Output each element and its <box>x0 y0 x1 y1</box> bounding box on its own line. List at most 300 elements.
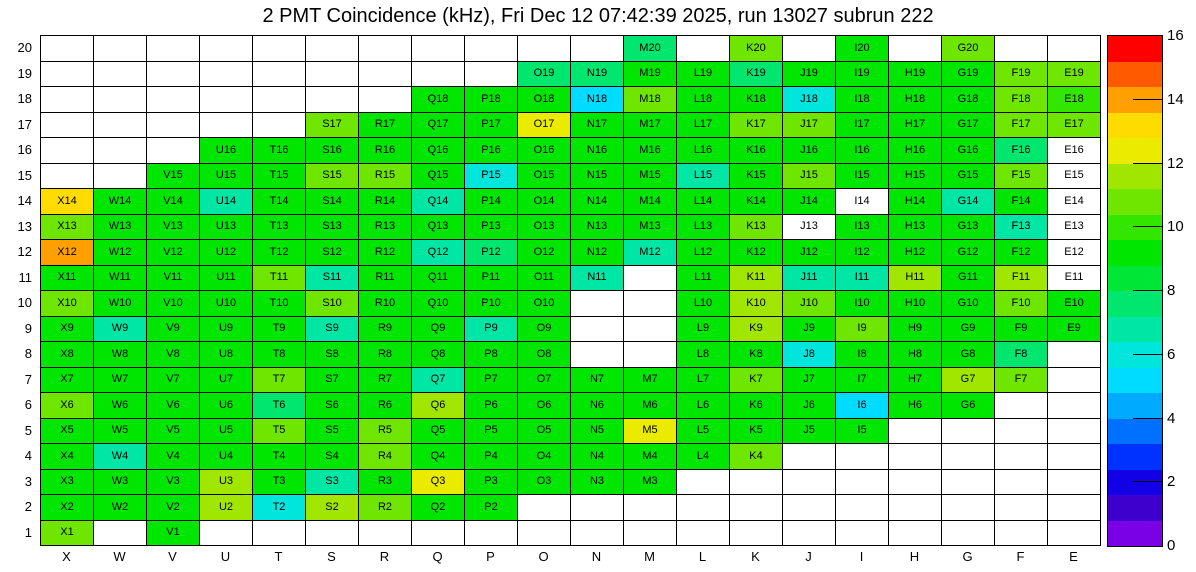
y-axis-label-20: 20 <box>17 40 32 55</box>
heatmap-cell-U19 <box>200 62 253 88</box>
heatmap-cell-O13: O13 <box>518 215 571 241</box>
heatmap-cell-U15: U15 <box>200 164 253 190</box>
heatmap-cell-J17: J17 <box>783 113 836 139</box>
heatmap-cell-U13: U13 <box>200 215 253 241</box>
heatmap-cell-X9: X9 <box>41 317 94 343</box>
heatmap-cell-U18 <box>200 87 253 113</box>
y-axis-label-2: 2 <box>24 499 32 514</box>
heatmap-cell-X1: X1 <box>41 521 94 547</box>
heatmap-cell-G18: G18 <box>942 87 995 113</box>
heatmap-cell-E19: E19 <box>1048 62 1101 88</box>
colorbar-band <box>1108 291 1162 317</box>
heatmap-cell-I12: I12 <box>836 240 889 266</box>
x-axis-label-S: S <box>327 549 336 564</box>
heatmap-cell-S20 <box>306 36 359 62</box>
heatmap-cell-F20 <box>995 36 1048 62</box>
heatmap-cell-F14: F14 <box>995 189 1048 215</box>
heatmap-cell-J16: J16 <box>783 138 836 164</box>
heatmap-cell-U10: U10 <box>200 291 253 317</box>
heatmap-cell-L20 <box>677 36 730 62</box>
heatmap-cell-J14: J14 <box>783 189 836 215</box>
heatmap-cell-S2: S2 <box>306 495 359 521</box>
y-axis-label-6: 6 <box>24 397 32 412</box>
heatmap-cell-U7: U7 <box>200 368 253 394</box>
heatmap-cell-P11: P11 <box>465 266 518 292</box>
heatmap-cell-M8 <box>624 342 677 368</box>
heatmap-cell-F11: F11 <box>995 266 1048 292</box>
colorbar-band <box>1108 317 1162 343</box>
heatmap-cell-F7: F7 <box>995 368 1048 394</box>
heatmap-cell-F12: F12 <box>995 240 1048 266</box>
heatmap-cell-H5 <box>889 419 942 445</box>
heatmap-cell-O15: O15 <box>518 164 571 190</box>
heatmap-cell-W2: W2 <box>94 495 147 521</box>
heatmap-cell-F19: F19 <box>995 62 1048 88</box>
heatmap-cell-K16: K16 <box>730 138 783 164</box>
heatmap-cell-G13: G13 <box>942 215 995 241</box>
heatmap-cell-E16: E16 <box>1048 138 1101 164</box>
heatmap-cell-I15: I15 <box>836 164 889 190</box>
heatmap-cell-E3 <box>1048 470 1101 496</box>
heatmap-cell-E12: E12 <box>1048 240 1101 266</box>
heatmap-cell-S11: S11 <box>306 266 359 292</box>
x-axis-label-G: G <box>962 549 973 564</box>
heatmap-cell-M2 <box>624 495 677 521</box>
heatmap-cell-S9: S9 <box>306 317 359 343</box>
heatmap-cell-M12: M12 <box>624 240 677 266</box>
heatmap-cell-V17 <box>147 113 200 139</box>
x-axis-label-M: M <box>644 549 655 564</box>
heatmap-cell-X18 <box>41 87 94 113</box>
heatmap-cell-Q13: Q13 <box>412 215 465 241</box>
heatmap-cell-T2: T2 <box>253 495 306 521</box>
heatmap-cell-R7: R7 <box>359 368 412 394</box>
heatmap-cell-S17: S17 <box>306 113 359 139</box>
heatmap-cell-G7: G7 <box>942 368 995 394</box>
heatmap-cell-P6: P6 <box>465 393 518 419</box>
colorbar-tick-label-16: 16 <box>1167 27 1184 44</box>
heatmap-cell-G8: G8 <box>942 342 995 368</box>
heatmap-cell-K7: K7 <box>730 368 783 394</box>
heatmap-cell-X7: X7 <box>41 368 94 394</box>
heatmap-cell-L2 <box>677 495 730 521</box>
y-axis-label-17: 17 <box>17 116 32 132</box>
heatmap-cell-L4: L4 <box>677 444 730 470</box>
heatmap-cell-Q16: Q16 <box>412 138 465 164</box>
heatmap-cell-M3: M3 <box>624 470 677 496</box>
heatmap-cell-R17: R17 <box>359 113 412 139</box>
heatmap-cell-V20 <box>147 36 200 62</box>
heatmap-cell-F4 <box>995 444 1048 470</box>
heatmap-cell-N20 <box>571 36 624 62</box>
colorbar-band <box>1108 87 1162 113</box>
heatmap-cell-U8: U8 <box>200 342 253 368</box>
colorbar-band <box>1108 240 1162 266</box>
heatmap-cell-V13: V13 <box>147 215 200 241</box>
colorbar-band <box>1108 444 1162 470</box>
heatmap-cell-H18: H18 <box>889 87 942 113</box>
heatmap-cell-Q7: Q7 <box>412 368 465 394</box>
y-axis-label-9: 9 <box>24 320 32 336</box>
heatmap-cell-M10 <box>624 291 677 317</box>
heatmap-cell-T16: T16 <box>253 138 306 164</box>
heatmap-cell-J13: J13 <box>783 215 836 241</box>
heatmap-cell-O16: O16 <box>518 138 571 164</box>
heatmap-cell-W9: W9 <box>94 317 147 343</box>
heatmap-cell-O6: O6 <box>518 393 571 419</box>
heatmap-cell-T18 <box>253 87 306 113</box>
colorbar-tick <box>1133 226 1162 227</box>
heatmap-cell-S7: S7 <box>306 368 359 394</box>
heatmap-cell-F2 <box>995 495 1048 521</box>
heatmap-cell-O4: O4 <box>518 444 571 470</box>
x-axis-label-X: X <box>62 549 71 564</box>
colorbar-tick <box>1133 99 1162 100</box>
heatmap-cell-E1 <box>1048 521 1101 547</box>
heatmap-cell-H20 <box>889 36 942 62</box>
heatmap-cell-L1 <box>677 521 730 547</box>
heatmap-cell-I9: I9 <box>836 317 889 343</box>
heatmap-cell-M15: M15 <box>624 164 677 190</box>
heatmap-cell-X5: X5 <box>41 419 94 445</box>
heatmap-cell-J12: J12 <box>783 240 836 266</box>
heatmap-cell-P9: P9 <box>465 317 518 343</box>
heatmap-cell-Q18: Q18 <box>412 87 465 113</box>
heatmap-cell-E17: E17 <box>1048 113 1101 139</box>
heatmap-cell-X19 <box>41 62 94 88</box>
heatmap-cell-J2 <box>783 495 836 521</box>
colorbar-tick-label-4: 4 <box>1167 409 1176 427</box>
heatmap-cell-J8: J8 <box>783 342 836 368</box>
heatmap-cell-N4: N4 <box>571 444 624 470</box>
heatmap-cell-Q8: Q8 <box>412 342 465 368</box>
heatmap-cell-H17: H17 <box>889 113 942 139</box>
heatmap-cell-S19 <box>306 62 359 88</box>
heatmap-cell-J15: J15 <box>783 164 836 190</box>
heatmap-cell-V14: V14 <box>147 189 200 215</box>
heatmap-cell-R3: R3 <box>359 470 412 496</box>
x-axis-label-F: F <box>1016 549 1025 564</box>
heatmap-cell-E2 <box>1048 495 1101 521</box>
colorbar-band <box>1108 164 1162 190</box>
y-axis-label-4: 4 <box>24 448 32 463</box>
heatmap-cell-G19: G19 <box>942 62 995 88</box>
heatmap-cell-P10: P10 <box>465 291 518 317</box>
heatmap-cell-V6: V6 <box>147 393 200 419</box>
heatmap-cell-H15: H15 <box>889 164 942 190</box>
heatmap-cell-Q10: Q10 <box>412 291 465 317</box>
heatmap-cell-W8: W8 <box>94 342 147 368</box>
heatmap-cell-V7: V7 <box>147 368 200 394</box>
heatmap-cell-Q3: Q3 <box>412 470 465 496</box>
heatmap-cell-G9: G9 <box>942 317 995 343</box>
x-axis-label-E: E <box>1069 549 1078 564</box>
heatmap-cell-U11: U11 <box>200 266 253 292</box>
heatmap-cell-W15 <box>94 164 147 190</box>
heatmap-cell-X17 <box>41 113 94 139</box>
heatmap-cell-G2 <box>942 495 995 521</box>
heatmap-cell-X3: X3 <box>41 470 94 496</box>
heatmap-cell-S4: S4 <box>306 444 359 470</box>
heatmap-cell-E18: E18 <box>1048 87 1101 113</box>
x-axis-label-L: L <box>698 549 707 564</box>
heatmap-cell-O8: O8 <box>518 342 571 368</box>
heatmap-cell-N2 <box>571 495 624 521</box>
heatmap-cell-H14: H14 <box>889 189 942 215</box>
heatmap-cell-J7: J7 <box>783 368 836 394</box>
heatmap-cell-G14: G14 <box>942 189 995 215</box>
colorbar-tick <box>1133 163 1162 164</box>
heatmap-cell-K15: K15 <box>730 164 783 190</box>
heatmap-cell-M1 <box>624 521 677 547</box>
heatmap-cell-O1 <box>518 521 571 547</box>
heatmap-cell-N14: N14 <box>571 189 624 215</box>
heatmap-cell-P18: P18 <box>465 87 518 113</box>
heatmap-cell-U4: U4 <box>200 444 253 470</box>
heatmap-cell-I17: I17 <box>836 113 889 139</box>
heatmap-cell-O2 <box>518 495 571 521</box>
heatmap-cell-Q14: Q14 <box>412 189 465 215</box>
heatmap-cell-R4: R4 <box>359 444 412 470</box>
heatmap-cell-L8: L8 <box>677 342 730 368</box>
heatmap-cell-H19: H19 <box>889 62 942 88</box>
heatmap-cell-J6: J6 <box>783 393 836 419</box>
heatmap-cell-T14: T14 <box>253 189 306 215</box>
heatmap-cell-U1 <box>200 521 253 547</box>
heatmap-cell-K6: K6 <box>730 393 783 419</box>
heatmap-cell-P8: P8 <box>465 342 518 368</box>
y-axis-label-15: 15 <box>17 167 32 183</box>
heatmap-cell-I14: I14 <box>836 189 889 215</box>
heatmap-cell-E7 <box>1048 368 1101 394</box>
x-axis-label-O: O <box>538 549 549 564</box>
heatmap-cell-T9: T9 <box>253 317 306 343</box>
heatmap-cell-X2: X2 <box>41 495 94 521</box>
heatmap-cell-X6: X6 <box>41 393 94 419</box>
heatmap-cell-I8: I8 <box>836 342 889 368</box>
heatmap-cell-X16 <box>41 138 94 164</box>
heatmap-cell-N16: N16 <box>571 138 624 164</box>
heatmap-cell-M6: M6 <box>624 393 677 419</box>
heatmap-cell-I10: I10 <box>836 291 889 317</box>
heatmap-cell-K14: K14 <box>730 189 783 215</box>
heatmap-cell-R15: R15 <box>359 164 412 190</box>
colorbar-tick <box>1133 290 1162 291</box>
heatmap-cell-E14: E14 <box>1048 189 1101 215</box>
heatmap-cell-E4 <box>1048 444 1101 470</box>
heatmap-cell-U9: U9 <box>200 317 253 343</box>
heatmap-cell-P14: P14 <box>465 189 518 215</box>
heatmap-cell-F17: F17 <box>995 113 1048 139</box>
heatmap-cell-S8: S8 <box>306 342 359 368</box>
heatmap-cell-H7: H7 <box>889 368 942 394</box>
heatmap-cell-U2: U2 <box>200 495 253 521</box>
heatmap-cell-N18: N18 <box>571 87 624 113</box>
y-axis-label-1: 1 <box>24 524 32 540</box>
heatmap-cell-F5 <box>995 419 1048 445</box>
heatmap-cell-P4: P4 <box>465 444 518 470</box>
heatmap-cell-N15: N15 <box>571 164 624 190</box>
colorbar-band <box>1108 189 1162 215</box>
colorbar-tick-label-0: 0 <box>1167 537 1176 554</box>
heatmap-cell-K13: K13 <box>730 215 783 241</box>
heatmap-cell-J11: J11 <box>783 266 836 292</box>
heatmap-cell-V1: V1 <box>147 521 200 547</box>
heatmap-cell-V12: V12 <box>147 240 200 266</box>
heatmap-cell-I19: I19 <box>836 62 889 88</box>
heatmap-cell-W11: W11 <box>94 266 147 292</box>
y-axis-label-7: 7 <box>24 371 32 387</box>
heatmap-cell-Q5: Q5 <box>412 419 465 445</box>
heatmap-cell-W18 <box>94 87 147 113</box>
chart-title: 2 PMT Coincidence (kHz), Fri Dec 12 07:42:39 2025, run 13027 subrun 222 <box>262 5 934 27</box>
heatmap-cell-T10: T10 <box>253 291 306 317</box>
heatmap-cell-R16: R16 <box>359 138 412 164</box>
heatmap-cell-O9: O9 <box>518 317 571 343</box>
heatmap-cell-O10: O10 <box>518 291 571 317</box>
heatmap-cell-X20 <box>41 36 94 62</box>
heatmap-cell-W1 <box>94 521 147 547</box>
colorbar-band <box>1108 36 1162 62</box>
heatmap-cell-M17: M17 <box>624 113 677 139</box>
heatmap-cell-R12: R12 <box>359 240 412 266</box>
heatmap-cell-R14: R14 <box>359 189 412 215</box>
heatmap-cell-W5: W5 <box>94 419 147 445</box>
heatmap-cell-O12: O12 <box>518 240 571 266</box>
heatmap-cell-V10: V10 <box>147 291 200 317</box>
heatmap-cell-E10: E10 <box>1048 291 1101 317</box>
heatmap-cell-R1 <box>359 521 412 547</box>
y-axis-label-12: 12 <box>17 244 32 259</box>
heatmap-cell-W7: W7 <box>94 368 147 394</box>
x-axis-label-I: I <box>859 549 864 564</box>
heatmap-cell-H6: H6 <box>889 393 942 419</box>
x-axis-label-N: N <box>591 549 602 564</box>
colorbar-band <box>1108 419 1162 445</box>
heatmap-cell-S15: S15 <box>306 164 359 190</box>
colorbar-band <box>1108 393 1162 419</box>
heatmap-cell-N17: N17 <box>571 113 624 139</box>
heatmap-cell-K18: K18 <box>730 87 783 113</box>
heatmap-cell-I3 <box>836 470 889 496</box>
heatmap-cell-W3: W3 <box>94 470 147 496</box>
heatmap-cell-P5: P5 <box>465 419 518 445</box>
heatmap-cell-S5: S5 <box>306 419 359 445</box>
heatmap-cell-W4: W4 <box>94 444 147 470</box>
heatmap-cell-V5: V5 <box>147 419 200 445</box>
heatmap-cell-R19 <box>359 62 412 88</box>
heatmap-cell-X15 <box>41 164 94 190</box>
heatmap-cell-U3: U3 <box>200 470 253 496</box>
colorbar-tick-label-6: 6 <box>1167 345 1176 363</box>
heatmap-cell-Q20 <box>412 36 465 62</box>
heatmap-cell-N12: N12 <box>571 240 624 266</box>
heatmap-cell-S6: S6 <box>306 393 359 419</box>
heatmap-cell-K19: K19 <box>730 62 783 88</box>
heatmap-cell-T3: T3 <box>253 470 306 496</box>
heatmap-cell-J4 <box>783 444 836 470</box>
heatmap-cell-T8: T8 <box>253 342 306 368</box>
heatmap-cell-T4: T4 <box>253 444 306 470</box>
heatmap-cell-L11: L11 <box>677 266 730 292</box>
heatmap-cell-S3: S3 <box>306 470 359 496</box>
heatmap-cell-P17: P17 <box>465 113 518 139</box>
heatmap-cell-I7: I7 <box>836 368 889 394</box>
heatmap-cell-X13: X13 <box>41 215 94 241</box>
heatmap-cell-I1 <box>836 521 889 547</box>
heatmap-cell-E5 <box>1048 419 1101 445</box>
heatmap-cell-S13: S13 <box>306 215 359 241</box>
heatmap-cell-O7: O7 <box>518 368 571 394</box>
colorbar-tick <box>1133 481 1162 482</box>
colorbar-band <box>1108 138 1162 164</box>
heatmap-cell-G20: G20 <box>942 36 995 62</box>
colorbar-tick <box>1133 418 1162 419</box>
heatmap-cell-V8: V8 <box>147 342 200 368</box>
colorbar-tick-label-14: 14 <box>1167 90 1184 108</box>
heatmap-cell-T15: T15 <box>253 164 306 190</box>
heatmap-cell-R20 <box>359 36 412 62</box>
heatmap-cell-V18 <box>147 87 200 113</box>
y-axis-label-19: 19 <box>17 65 32 81</box>
heatmap-cell-T12: T12 <box>253 240 306 266</box>
heatmap-cell-H13: H13 <box>889 215 942 241</box>
heatmap-cell-W20 <box>94 36 147 62</box>
heatmap-cell-J10: J10 <box>783 291 836 317</box>
heatmap-cell-P2: P2 <box>465 495 518 521</box>
heatmap-cell-V2: V2 <box>147 495 200 521</box>
heatmap-cell-M13: M13 <box>624 215 677 241</box>
heatmap-cell-X4: X4 <box>41 444 94 470</box>
heatmap-cell-T17 <box>253 113 306 139</box>
heatmap-cell-U20 <box>200 36 253 62</box>
heatmap-cell-J1 <box>783 521 836 547</box>
heatmap-cell-P3: P3 <box>465 470 518 496</box>
heatmap-cell-S16: S16 <box>306 138 359 164</box>
heatmap-cell-E11: E11 <box>1048 266 1101 292</box>
x-axis-label-J: J <box>805 549 812 564</box>
colorbar-tick-label-10: 10 <box>1167 218 1184 236</box>
heatmap-cell-O14: O14 <box>518 189 571 215</box>
heatmap-cell-L3 <box>677 470 730 496</box>
heatmap-cell-O20 <box>518 36 571 62</box>
heatmap-cell-O18: O18 <box>518 87 571 113</box>
heatmap-cell-G16: G16 <box>942 138 995 164</box>
heatmap-cell-L6: L6 <box>677 393 730 419</box>
heatmap-cell-V11: V11 <box>147 266 200 292</box>
heatmap-cell-G6: G6 <box>942 393 995 419</box>
heatmap-cell-F10: F10 <box>995 291 1048 317</box>
colorbar-band <box>1108 113 1162 139</box>
heatmap-cell-I13: I13 <box>836 215 889 241</box>
heatmap-cell-L5: L5 <box>677 419 730 445</box>
heatmap-cell-T11: T11 <box>253 266 306 292</box>
heatmap-cell-J18: J18 <box>783 87 836 113</box>
heatmap-cell-X12: X12 <box>41 240 94 266</box>
heatmap-cell-Q12: Q12 <box>412 240 465 266</box>
heatmap-cell-N1 <box>571 521 624 547</box>
colorbar-tick-label-12: 12 <box>1167 154 1184 172</box>
heatmap-cell-Q6: Q6 <box>412 393 465 419</box>
heatmap-cell-X11: X11 <box>41 266 94 292</box>
heatmap-cell-R2: R2 <box>359 495 412 521</box>
heatmap-cell-N6: N6 <box>571 393 624 419</box>
heatmap-cell-H1 <box>889 521 942 547</box>
heatmap-cell-V16 <box>147 138 200 164</box>
y-axis-label-16: 16 <box>17 142 32 157</box>
heatmap-cell-T7: T7 <box>253 368 306 394</box>
heatmap-cell-V15: V15 <box>147 164 200 190</box>
